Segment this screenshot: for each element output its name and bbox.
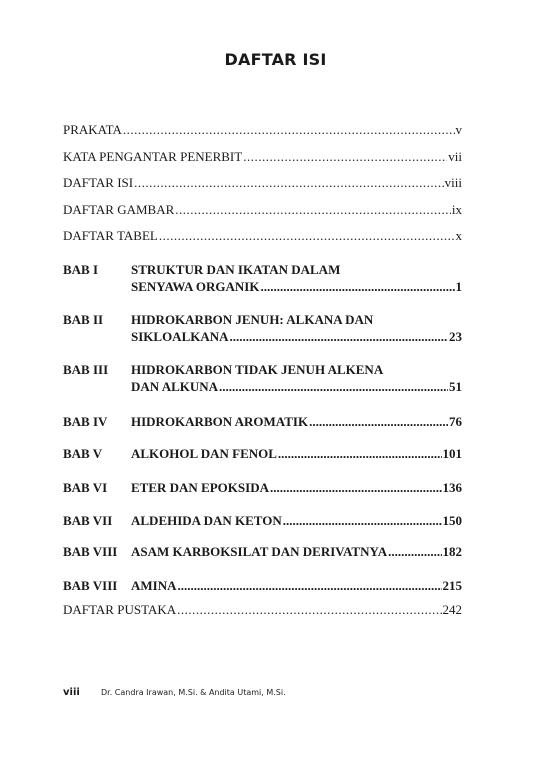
chapter-title-line2: SENYAWA ORGANIK xyxy=(131,279,260,294)
chapter-number: BAB VIII xyxy=(63,578,118,593)
dot-leader xyxy=(134,175,444,191)
dot-leader xyxy=(270,479,442,496)
toc-label: KATA PENGANTAR PENERBIT xyxy=(63,149,243,164)
toc-page: vii xyxy=(448,149,462,164)
chapter-page: 51 xyxy=(449,379,462,394)
toc-page: x xyxy=(455,228,462,243)
chapter-page: 23 xyxy=(449,329,462,344)
chapter-title: ALDEHIDA DAN KETON xyxy=(131,513,282,528)
toc-entry-daftar-gambar[interactable] xyxy=(63,202,462,218)
chapter-page: 150 xyxy=(442,513,462,528)
toc-entry-kata-pengantar[interactable] xyxy=(63,149,462,165)
footer-authors: Dr. Candra Irawan, M.Si. & Andita Utami, M.Si. xyxy=(101,688,286,697)
chapter-number: BAB IV xyxy=(63,414,108,429)
chapter-title: AMINA xyxy=(131,578,177,593)
chapter-title-line1: HIDROKARBON TIDAK JENUH ALKENA xyxy=(131,362,384,377)
dot-leader xyxy=(309,413,448,430)
chapter-title: ASAM KARBOKSILAT DAN DERIVATNYA xyxy=(131,544,388,559)
chapter-number: BAB VI xyxy=(63,480,108,495)
dot-leader xyxy=(219,378,448,395)
chapter-number: BAB VII xyxy=(63,513,113,528)
dot-leader xyxy=(260,278,454,295)
chapter-number: BAB II xyxy=(63,312,104,327)
chapter-page: 182 xyxy=(442,544,462,559)
toc-label: DAFTAR ISI xyxy=(63,175,134,190)
chapter-title-line1: STRUKTUR DAN IKATAN DALAM xyxy=(131,262,341,277)
chapter-number: BAB VIII xyxy=(63,544,118,559)
dot-leader xyxy=(230,328,448,345)
toc-label: DAFTAR GAMBAR xyxy=(63,202,175,217)
toc-entry-daftar-isi[interactable] xyxy=(63,175,462,191)
dot-leader xyxy=(243,149,447,165)
footer-page-number: viii xyxy=(63,687,80,698)
toc-entry-daftar-tabel[interactable] xyxy=(63,228,462,244)
dot-leader xyxy=(278,445,442,462)
chapter-page: 215 xyxy=(442,578,462,593)
toc-label: DAFTAR PUSTAKA xyxy=(63,602,177,617)
dot-leader xyxy=(177,602,441,618)
toc-entry-daftar-pustaka[interactable] xyxy=(63,602,462,618)
toc-page: viii xyxy=(444,175,462,190)
dot-leader xyxy=(123,122,455,138)
toc-page: ix xyxy=(451,202,462,217)
dot-leader xyxy=(283,512,442,529)
page-title: DAFTAR ISI xyxy=(224,50,327,69)
dot-leader xyxy=(175,202,451,218)
chapter-title: ETER DAN EPOKSIDA xyxy=(131,480,269,495)
chapter-page: 101 xyxy=(442,446,462,461)
chapter-number: BAB V xyxy=(63,446,103,461)
toc-label: DAFTAR TABEL xyxy=(63,228,158,243)
chapter-number: BAB III xyxy=(63,362,109,377)
dot-leader xyxy=(178,577,442,594)
chapter-title-line2: SIKLOALKANA xyxy=(131,329,229,344)
chapter-title-line2: DAN ALKUNA xyxy=(131,379,219,394)
chapter-title: ALKOHOL DAN FENOL xyxy=(131,446,277,461)
chapter-title: HIDROKARBON AROMATIK xyxy=(131,414,309,429)
chapter-page: 76 xyxy=(449,414,462,429)
toc-label: PRAKATA xyxy=(63,122,122,137)
chapter-number: BAB I xyxy=(63,262,99,277)
dot-leader xyxy=(388,543,441,560)
chapter-page: 136 xyxy=(442,480,462,495)
page-footer xyxy=(63,687,286,698)
chapter-title-line1: HIDROKARBON JENUH: ALKANA DAN xyxy=(131,312,374,327)
toc-page: v xyxy=(455,122,462,137)
chapter-page: 1 xyxy=(455,279,462,294)
toc-page: 242 xyxy=(442,602,462,617)
dot-leader xyxy=(159,228,455,244)
toc-entry-prakata[interactable] xyxy=(63,122,462,138)
